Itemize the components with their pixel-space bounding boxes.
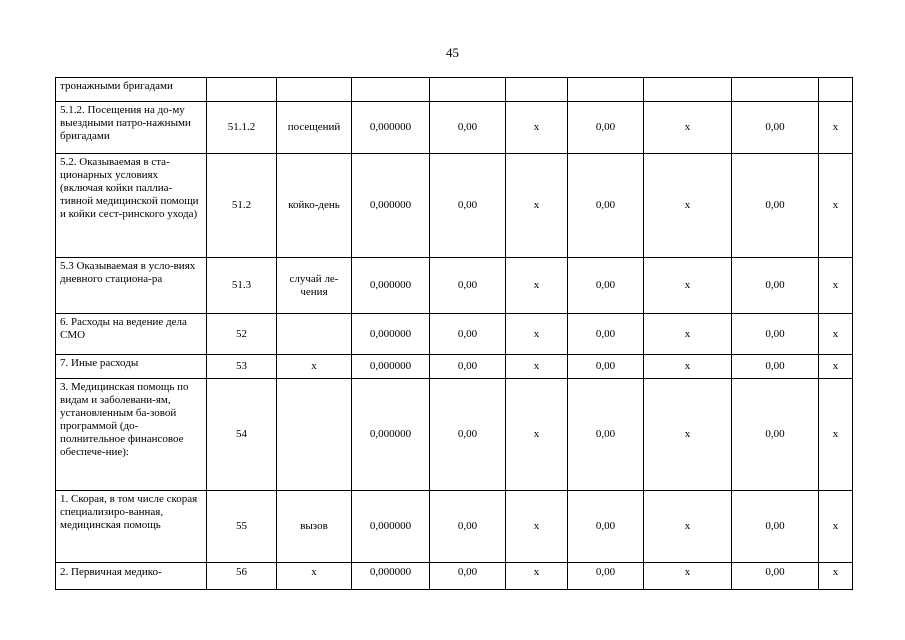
table-row xyxy=(56,102,853,154)
row-value-cell: 0,00 xyxy=(568,314,644,355)
row-code-cell: 55 xyxy=(207,491,277,563)
row-value-cell: х xyxy=(506,154,568,258)
row-value-cell: 0,00 xyxy=(430,379,506,491)
row-code-cell: 51.1.2 xyxy=(207,102,277,154)
row-unit-cell: случай ле-чения xyxy=(277,258,352,314)
row-value-cell: 0,000000 xyxy=(352,154,430,258)
row-value-cell: х xyxy=(644,563,732,590)
row-value-cell: 0,00 xyxy=(430,102,506,154)
row-value-cell: 0,00 xyxy=(568,379,644,491)
row-value-cell: х xyxy=(644,102,732,154)
row-value-cell: х xyxy=(506,258,568,314)
row-value-cell: х xyxy=(644,379,732,491)
row-value-cell: 0,00 xyxy=(430,154,506,258)
row-unit-cell: х xyxy=(277,563,352,590)
row-name-cell: 3. Медицинская помощь по видам и заболевани-ям, установленным ба-зовой программой (до-полнительное финансовое обеспече-ние): xyxy=(56,379,207,491)
table-row xyxy=(56,78,853,102)
row-value-cell: х xyxy=(819,314,853,355)
row-value-cell: х xyxy=(644,154,732,258)
row-value-cell: х xyxy=(819,258,853,314)
row-unit-cell: посещений xyxy=(277,102,352,154)
row-value-cell: 0,000000 xyxy=(352,355,430,379)
row-value-cell: х xyxy=(819,379,853,491)
row-value-cell: 0,00 xyxy=(430,491,506,563)
row-code-cell xyxy=(207,78,277,102)
row-name-cell: 5.3 Оказываемая в усло-виях дневного стациона-ра xyxy=(56,258,207,314)
row-value-cell: 0,00 xyxy=(430,563,506,590)
row-value-cell: 0,00 xyxy=(568,258,644,314)
row-name-cell: 5.1.2. Посещения на до-му выездными патро-нажными бригадами xyxy=(56,102,207,154)
row-value-cell: х xyxy=(644,258,732,314)
row-name-cell: 7. Иные расходы xyxy=(56,355,207,379)
data-table xyxy=(55,77,853,590)
row-code-cell: 51.2 xyxy=(207,154,277,258)
row-code-cell: 51.3 xyxy=(207,258,277,314)
row-value-cell xyxy=(568,78,644,102)
table-row xyxy=(56,563,853,590)
row-value-cell: 0,000000 xyxy=(352,379,430,491)
row-name-cell: 2. Первичная медико- xyxy=(56,563,207,590)
row-value-cell: 0,00 xyxy=(732,379,819,491)
row-value-cell: 0,00 xyxy=(430,258,506,314)
row-value-cell: 0,000000 xyxy=(352,102,430,154)
row-value-cell: х xyxy=(506,491,568,563)
row-value-cell xyxy=(819,78,853,102)
row-value-cell: х xyxy=(819,491,853,563)
row-value-cell: 0,00 xyxy=(732,154,819,258)
row-value-cell: 0,000000 xyxy=(352,258,430,314)
row-value-cell xyxy=(430,78,506,102)
page-number: 45 xyxy=(446,45,459,60)
row-unit-cell xyxy=(277,78,352,102)
row-value-cell: х xyxy=(506,102,568,154)
row-value-cell xyxy=(732,78,819,102)
row-value-cell: 0,00 xyxy=(732,355,819,379)
row-value-cell: 0,00 xyxy=(732,491,819,563)
row-value-cell: 0,00 xyxy=(568,102,644,154)
row-value-cell: 0,00 xyxy=(732,102,819,154)
row-value-cell: х xyxy=(506,355,568,379)
table-row xyxy=(56,379,853,491)
row-value-cell: 0,00 xyxy=(732,314,819,355)
row-value-cell: х xyxy=(819,355,853,379)
row-value-cell: х xyxy=(644,314,732,355)
row-value-cell xyxy=(644,78,732,102)
row-value-cell: 0,00 xyxy=(732,258,819,314)
row-value-cell: х xyxy=(506,563,568,590)
row-name-cell: тронажными бригадами xyxy=(56,78,207,102)
row-value-cell: 0,00 xyxy=(568,563,644,590)
row-value-cell: 0,000000 xyxy=(352,563,430,590)
table-row xyxy=(56,314,853,355)
row-unit-cell xyxy=(277,379,352,491)
row-code-cell: 54 xyxy=(207,379,277,491)
row-unit-cell: х xyxy=(277,355,352,379)
row-unit-cell: койко-день xyxy=(277,154,352,258)
row-code-cell: 52 xyxy=(207,314,277,355)
row-unit-cell: вызов xyxy=(277,491,352,563)
row-value-cell: х xyxy=(644,491,732,563)
row-value-cell: х xyxy=(819,154,853,258)
table-row xyxy=(56,355,853,379)
table-row xyxy=(56,154,853,258)
row-value-cell: 0,00 xyxy=(430,355,506,379)
row-code-cell: 56 xyxy=(207,563,277,590)
row-value-cell: 0,00 xyxy=(732,563,819,590)
row-value-cell: 0,00 xyxy=(568,355,644,379)
row-code-cell: 53 xyxy=(207,355,277,379)
row-value-cell: х xyxy=(506,314,568,355)
table-row xyxy=(56,258,853,314)
row-name-cell: 6. Расходы на ведение дела СМО xyxy=(56,314,207,355)
row-value-cell: х xyxy=(819,563,853,590)
row-value-cell xyxy=(352,78,430,102)
row-value-cell: 0,000000 xyxy=(352,314,430,355)
row-name-cell: 5.2. Оказываемая в ста-ционарных условиях (включая койки паллиа-тивной медицинской помощи и койки сест-ринского ухода) xyxy=(56,154,207,258)
row-value-cell xyxy=(506,78,568,102)
table-row xyxy=(56,491,853,563)
row-name-cell: 1. Скорая, в том числе скорая специализиро-ванная, медицинская помощь xyxy=(56,491,207,563)
row-unit-cell xyxy=(277,314,352,355)
row-value-cell: х xyxy=(819,102,853,154)
row-value-cell: 0,00 xyxy=(568,154,644,258)
row-value-cell: 0,000000 xyxy=(352,491,430,563)
row-value-cell: 0,00 xyxy=(430,314,506,355)
row-value-cell: 0,00 xyxy=(568,491,644,563)
row-value-cell: х xyxy=(644,355,732,379)
row-value-cell: х xyxy=(506,379,568,491)
